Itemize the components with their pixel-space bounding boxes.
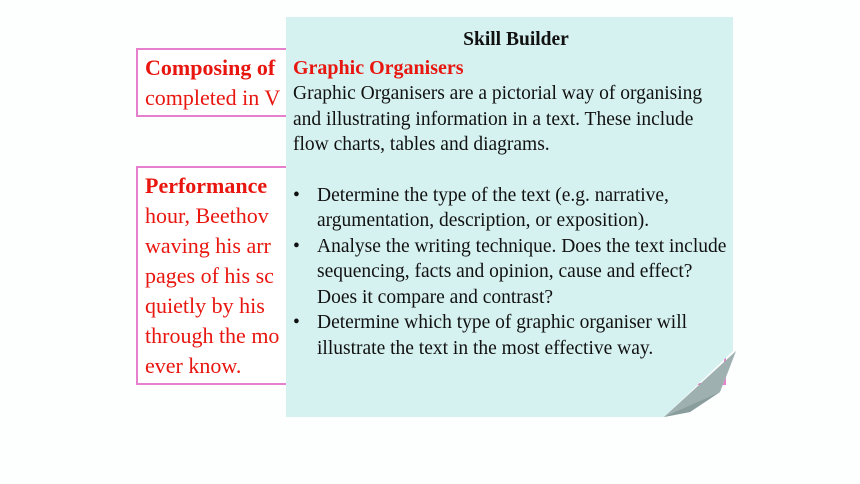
- performance-line: quietly by his: [145, 293, 265, 318]
- performance-line: waving his arr: [145, 233, 271, 258]
- skill-builder-bullets: [293, 183, 733, 362]
- composing-heading: Composing of: [145, 55, 276, 80]
- performance-line: hour, Beethov: [145, 203, 269, 228]
- skill-builder-content: [293, 27, 733, 361]
- skill-builder-paragraph: Graphic Organisers are a pictorial way of organising and illustrating information in a text. These include flow charts, tables and diagrams.: [293, 83, 703, 155]
- skill-builder-title: Skill Builder: [463, 29, 569, 50]
- bullet-item: • Determine the type of the text (e.g. narrative, argumentation, description, or exposition).: [293, 183, 733, 234]
- bullet-item: • Analyse the writing technique. Does the text include sequencing, facts and opinion, cause and effect? Does it compare and contrast?: [293, 234, 733, 311]
- performance-line: ever know.: [145, 353, 242, 378]
- composing-line: completed in V: [145, 85, 281, 110]
- composing-text-box: [136, 48, 296, 117]
- performance-line: pages of his sc: [145, 263, 274, 288]
- performance-heading: Performance: [145, 173, 268, 198]
- graphic-organisers-subtitle: Graphic Organisers: [293, 56, 464, 79]
- bullet-item: • Determine which type of graphic organiser will illustrate the text in the most effective way.: [293, 310, 733, 361]
- performance-line: through the mo: [145, 323, 280, 348]
